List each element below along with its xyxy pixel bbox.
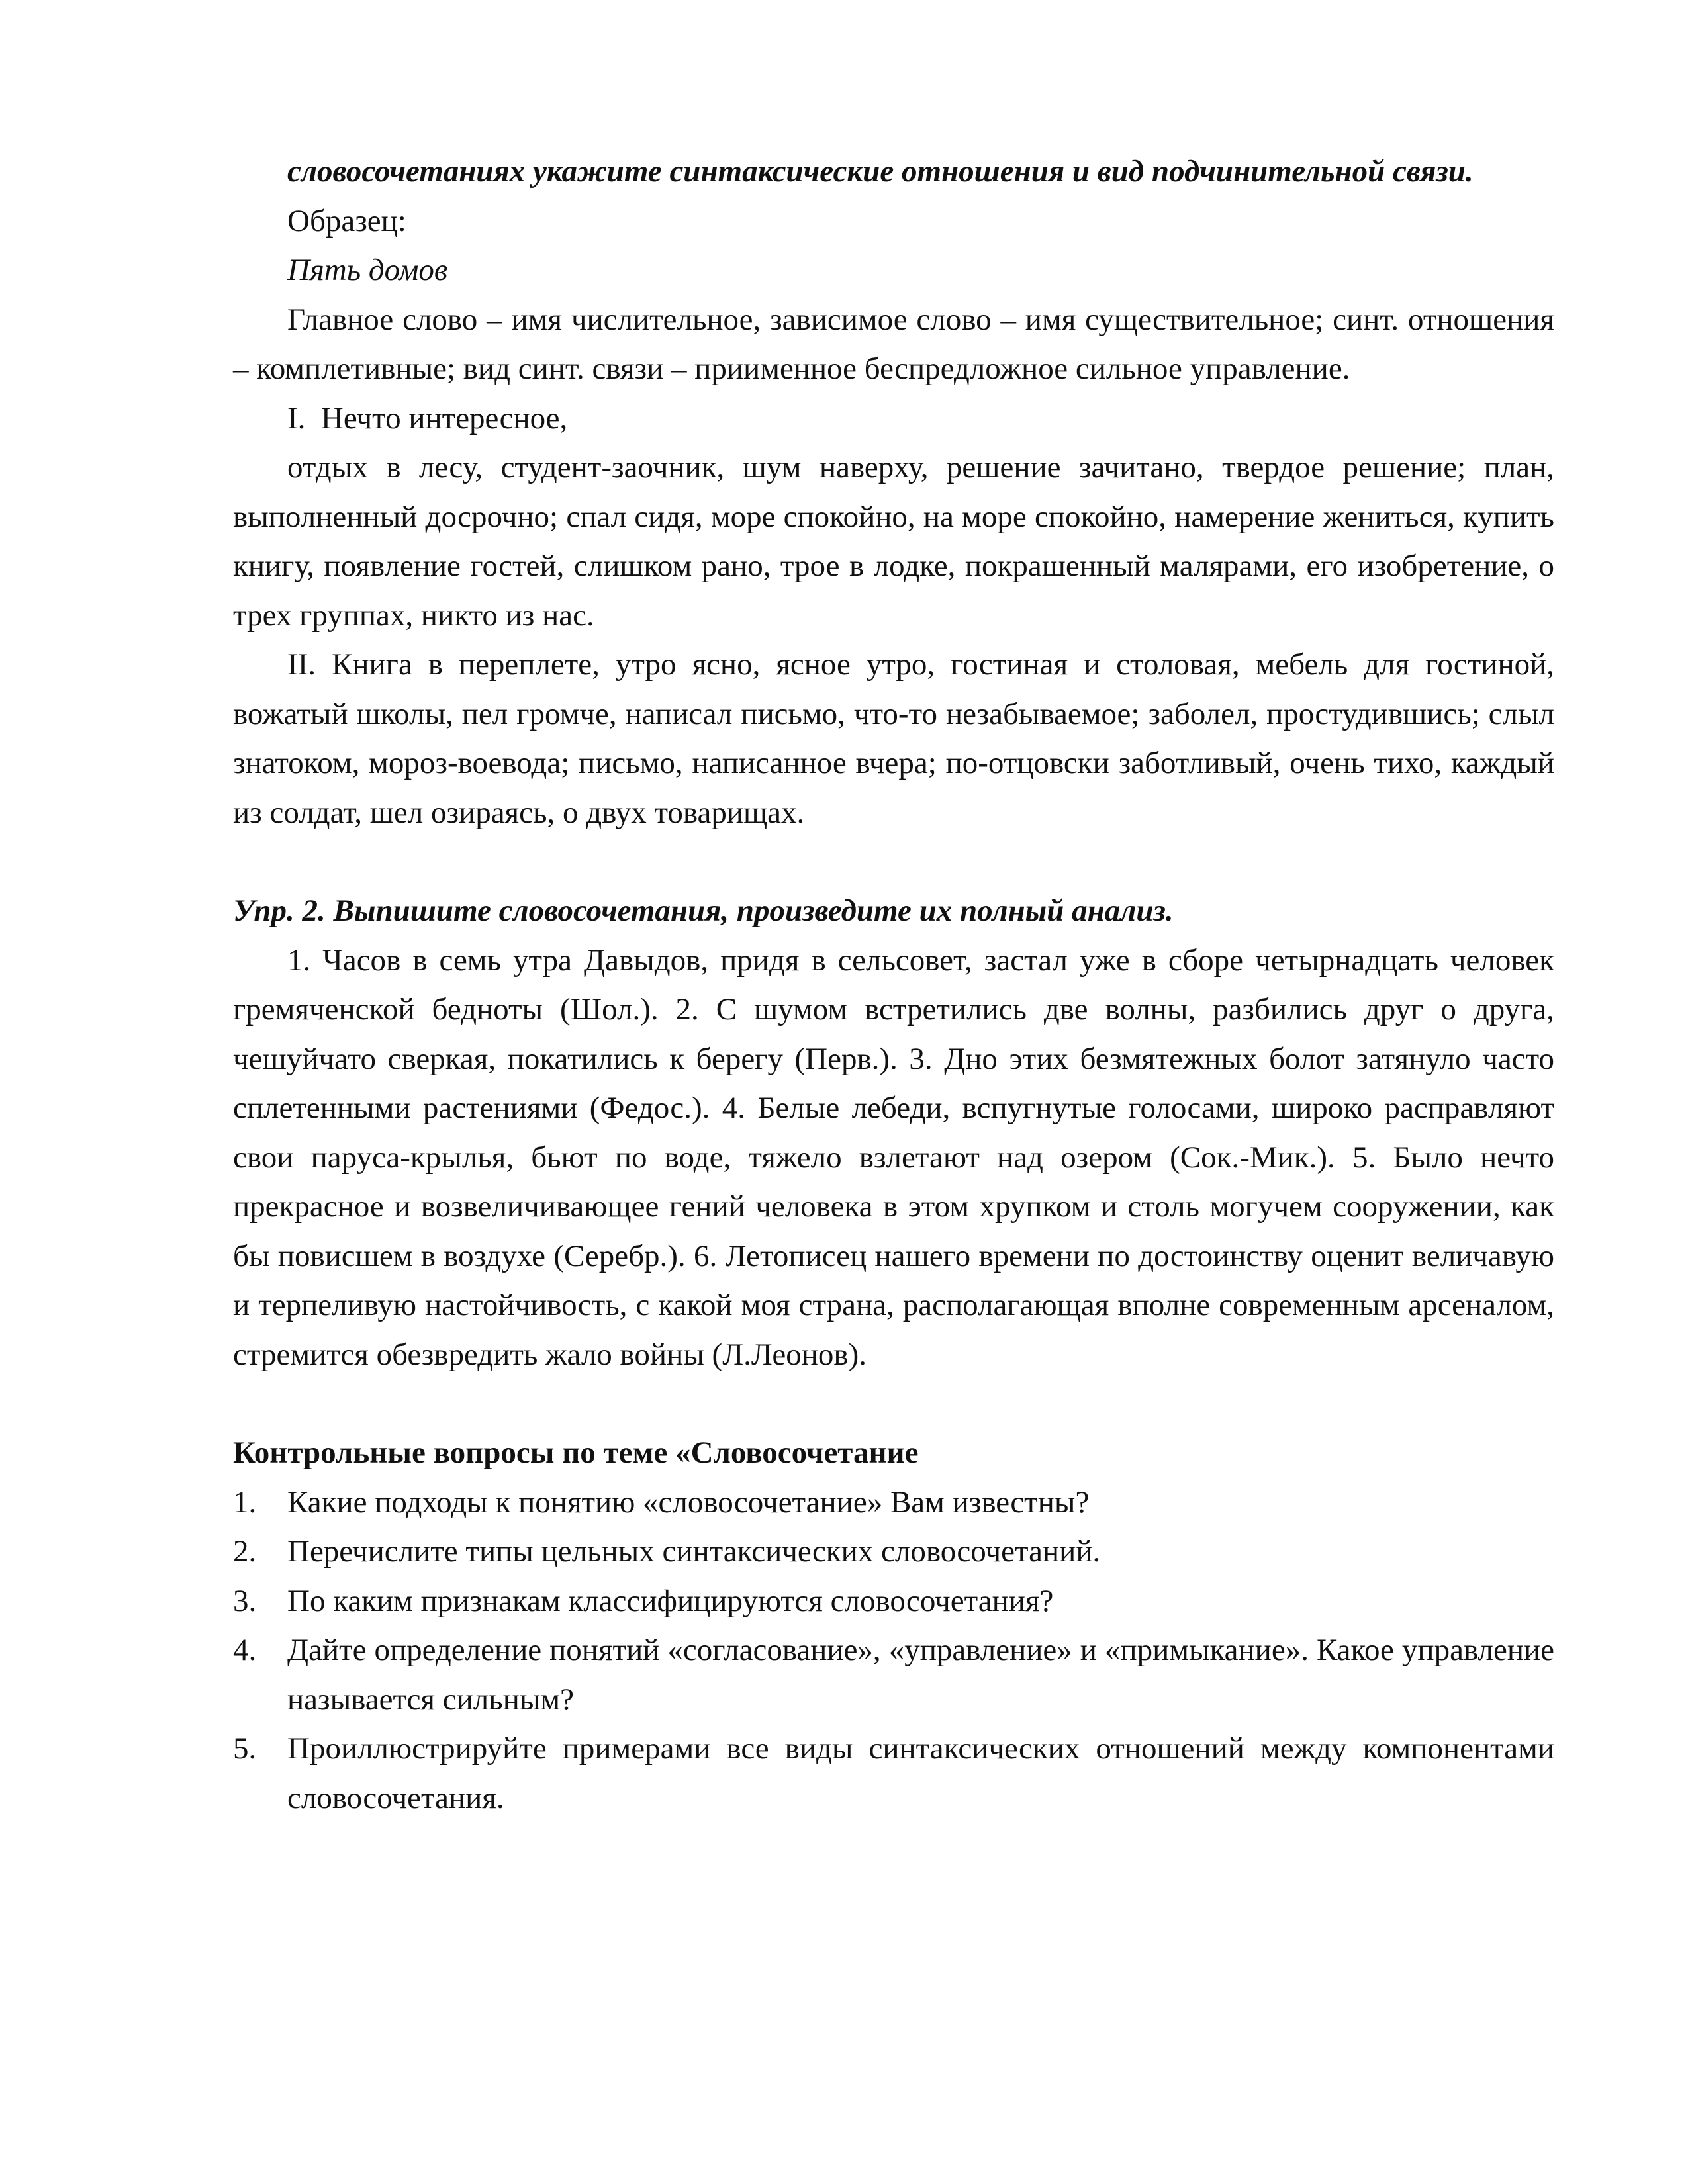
question-text: Перечислите типы цельных синтаксических словосочетаний. [287,1534,1101,1569]
question-text: Проиллюстрируйте примерами все виды синтаксических отношений между компонентами словосочетания. [287,1731,1554,1815]
exercise2-text: 1. Часов в семь утра Давыдов, придя в сельсовет, застал уже в сборе четырнадцать человек гремяченской бедноты (Шол.). 2. С шумом встретились две волны, разбились друг о друга, чешуйчато сверкая, покатились к берегу (Перв.). 3. Дно этих безмятежных болот затянуло часто сплетенными растениями (Федос.). 4. Белые лебеди, вспугнутые голосами, широко расправляют свои паруса-крылья, бьют по воде, тяжело взлетают над озером (Сок.-Мик.). 5. Было нечто прекрасное и возвеличивающее гений человека в этом хрупком и столь могучем сооружении, как бы повисшем в воздухе (Серебр.). 6. Летописец нашего времени по достоинству оценит величавую и терпеливую настойчивость, с какой моя страна, располагающая вполне современным арсеналом, стремится обезвредить жало войны (Л.Леонов). [233,942,1554,1372]
list-item [233,1576,1554,1626]
list-item [233,1478,1554,1527]
question-text: Дайте определение понятий «согласование», «управление» и «примыкание». Какое управление называется сильным? [287,1633,1554,1717]
question-number: 1. [233,1484,257,1520]
section1-heading [233,394,1554,443]
question-number: 4. [233,1633,257,1667]
question-text: По каким признакам классифицируются словосочетания? [287,1583,1054,1618]
questions-list [233,1478,1554,1823]
document-page [233,147,1554,1823]
section2-text: II. Книга в переплете, утро ясно, ясное утро, гостиная и столовая, мебель для гостиной, вожатый школы, пел громче, написал письмо, что-то незабываемое; заболел, простудившись; слыл знатоком, мороз-воевода; письмо, написанное вчера; по-отцовски заботливый, очень тихо, каждый из солдат, шел озираясь, о двух товарищах. [233,647,1554,830]
exercise2-heading: Упр. 2. Выпишите словосочетания, произведите их полный анализ. [233,893,1174,928]
questions-heading: Контрольные вопросы по теме «Словосочетание [233,1435,919,1470]
section1-title: Нечто интересное, [320,400,568,435]
sample-analysis: Главное слово – имя числительное, зависимое слово – имя существительное; синт. отношения – комплетивные; вид синт. связи – приименное беспредложное сильное управление. [233,302,1554,386]
question-number: 5. [233,1731,257,1766]
spacer [233,1379,1554,1428]
list-item [233,1527,1554,1576]
sample-phrase: Пять домов [287,253,448,287]
list-item [233,1625,1554,1724]
question-number: 2. [233,1534,257,1569]
sample-label: Образец: [287,203,406,238]
question-number: 3. [233,1583,257,1618]
section1-label: I. [287,400,306,435]
question-text: Какие подходы к понятию «словосочетание» Вам известны? [287,1484,1090,1520]
section1-text: отдых в лесу, студент-заочник, шум наверху, решение зачитано, твердое решение; план, выполненный досрочно; спал сидя, море спокойно, на море спокойно, намерение жениться, купить книгу, появление гостей, слишком рано, трое в лодке, покрашенный малярами, его изобретение, о трех группах, никто из нас. [233,450,1554,633]
task-intro: словосочетаниях укажите синтаксические отношения и вид подчинительной связи. [287,154,1474,189]
list-item [233,1724,1554,1823]
spacer [233,837,1554,886]
